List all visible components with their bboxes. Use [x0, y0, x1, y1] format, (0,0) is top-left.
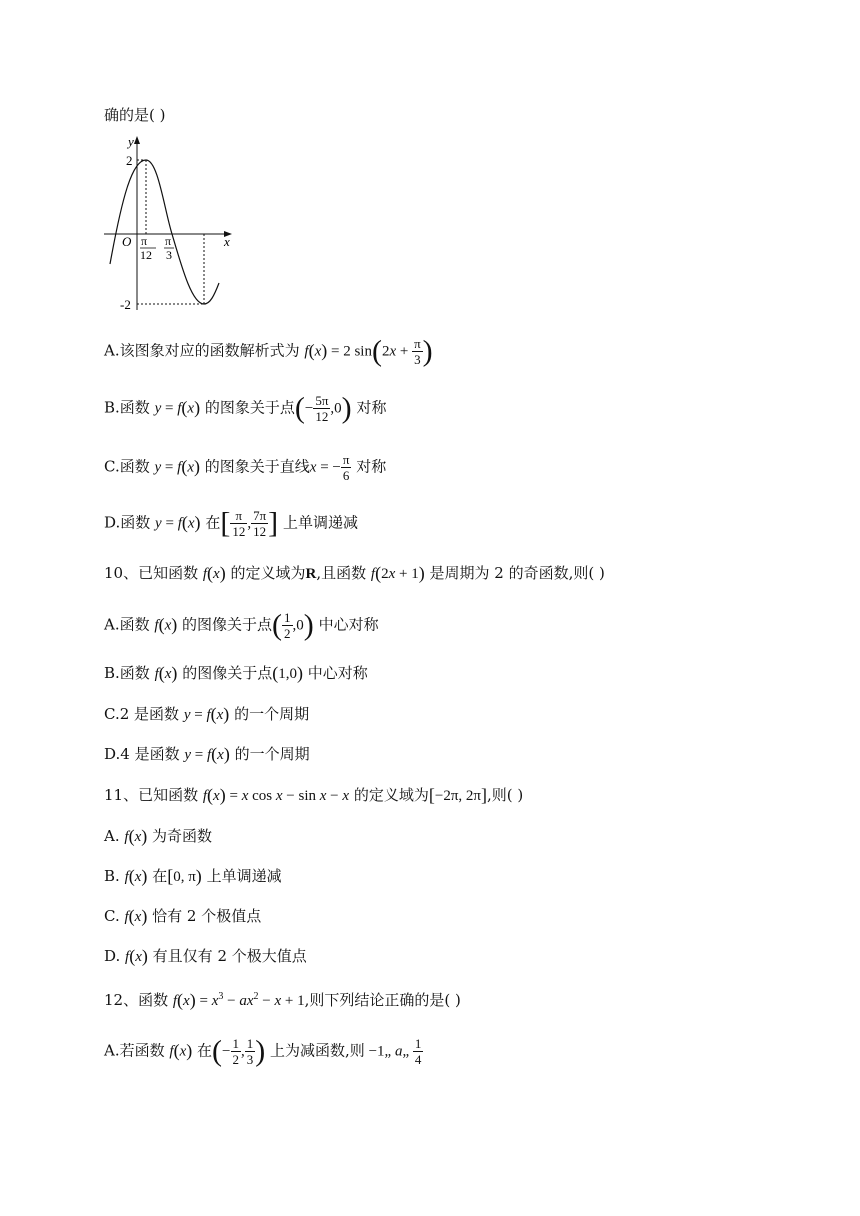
question-12: 12、函数 $f(x) = x^3 - ax^2 - x + 1$,则下列结论正确的是( ): [104, 990, 461, 1010]
option-9b: B.函数 y = f(x) 的图象关于点(− $\frac{5\pi}{12}$ ,0) 对称: [104, 391, 387, 425]
option-12a: A.若函数 f(x) 在(− $\frac{1}{2}$ , $\frac{1}{3}$ ) 上为减函数,则 −1„ a„ $\frac{1}{4}$: [104, 1034, 422, 1068]
x-label: x: [224, 234, 230, 249]
option-10b: B.函数 f(x) 的图像关于点(1,0) 中心对称: [104, 663, 368, 683]
y-bottom-label: -2: [120, 297, 131, 312]
sine-curve: [110, 160, 219, 304]
option-11b: B. f(x) 在[0, π) 上单调递减: [104, 866, 282, 886]
origin-label: O: [122, 234, 132, 249]
option-9c: C.函数 y = f(x) 的图象关于直线x = − $\frac{\pi}{6}$ 对称: [104, 452, 387, 483]
y-label: y: [128, 134, 134, 149]
x-tick1-den: 12: [140, 248, 152, 262]
y-axis-arrow: [134, 136, 140, 144]
text-line: 确的是( ): [104, 106, 166, 124]
option-11d: D. f(x) 有且仅有 2 个极大值点: [104, 946, 307, 966]
y-top-label: 2: [126, 153, 133, 168]
x-tick2-num: π: [165, 234, 172, 248]
option-10c: C.2 是函数 y = f(x) 的一个周期: [104, 704, 310, 724]
option-10a: A.函数 f(x) 的图像关于点( $\frac{1}{2}$ ,0) 中心对称: [104, 608, 379, 642]
x-tick2-den: 3: [166, 248, 172, 262]
option-9d: D.函数 y = f(x) 在[ $\frac{\pi}{12}$ , $\frac{7\pi}{12}$ ] 上单调递减: [104, 506, 358, 540]
question-10: 10、已知函数 f(x) 的定义域为R,且函数 f(2x + 1) 是周期为 2 的奇函数,则( ): [104, 563, 605, 583]
option-11c: C. f(x) 恰有 2 个极值点: [104, 906, 262, 926]
option-9a: A.该图象对应的函数解析式为 f(x) = 2 sin(2x + $\frac{\pi}{3}$ ): [104, 334, 433, 368]
sine-graph: [100, 128, 240, 318]
question-11: 11、已知函数 f(x) = x cos x − sin x − x 的定义域为[−2π, 2π],则( ): [104, 785, 524, 805]
option-11a: A. f(x) 为奇函数: [104, 826, 213, 846]
option-10d: D.4 是函数 y = f(x) 的一个周期: [104, 744, 310, 764]
x-tick1-num: π: [141, 234, 148, 248]
